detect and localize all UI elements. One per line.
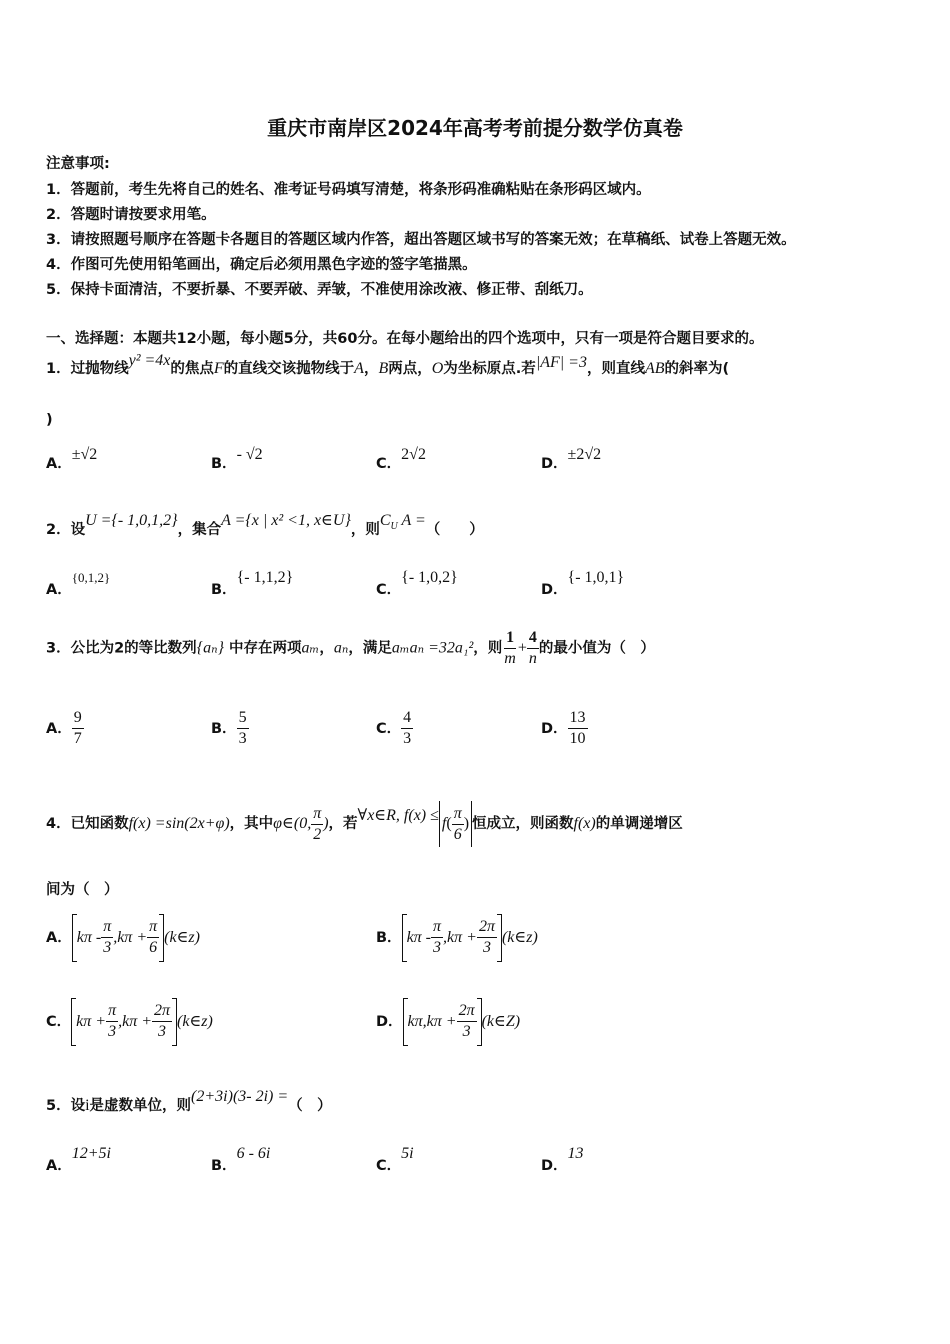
frac-den: 3: [158, 1023, 167, 1040]
interval-start: kπ -: [76, 929, 102, 946]
option-value: 12+5i: [71, 1145, 111, 1162]
notice-item: 5．保持卡面清洁，不要折暴、不要弄破、弄皱，不准使用涂改液、修正带、刮纸刀。: [46, 282, 593, 298]
q2-complement: [379, 512, 426, 533]
q2-option-d: [541, 569, 625, 599]
frac-num: 2π: [477, 917, 497, 938]
frac-num: 1: [504, 628, 516, 649]
q2-complement-c: C: [379, 512, 391, 529]
q5-option-a: [46, 1145, 111, 1175]
frac-den: 6: [149, 939, 158, 956]
option-label: A．: [46, 1158, 72, 1174]
q5-text: （ ）: [288, 1098, 332, 1114]
q3-text: ，满足: [348, 640, 392, 657]
q4-phi-range-close: ): [323, 815, 329, 832]
q2-set-a: A ={x | x² <1, x∈U}: [221, 512, 351, 529]
question-4: 4．已知函数f(x) =sin(2x+φ)，其中φ∈(0, $\frac{\pi}{2}$ )，若∀x∈R, f(x) ≤ f( $\frac{\pi}{6}$ ) 恒成立，则函数f(x)的单调递增区: [46, 796, 683, 852]
option-label: C．: [376, 456, 402, 472]
interval-start: kπ -: [406, 929, 432, 946]
q5-option-c: [376, 1145, 414, 1175]
q2-text: （ ）: [425, 522, 484, 538]
frac-num: π: [147, 917, 159, 938]
option-fraction: [477, 917, 497, 958]
frac-den: m: [504, 650, 516, 667]
option-label: D．: [541, 721, 568, 737]
frac-num: 2π: [457, 1001, 477, 1022]
frac-den: 3: [103, 939, 112, 956]
q3-text: ，: [319, 640, 334, 657]
q2-set-u: U ={- 1,0,1,2}: [85, 512, 178, 529]
option-value: ±2√2: [567, 446, 602, 463]
q4-option-d: [376, 996, 520, 1047]
q1-text: 的斜率为(: [664, 361, 730, 377]
option-fraction: [106, 1001, 118, 1042]
q1-close-paren: ): [46, 412, 53, 428]
option-fraction: [401, 708, 413, 749]
option-value: 2√2: [401, 446, 426, 463]
notice-item: 4．作图可先使用铅笔画出，确定后必须用黑色字迹的签字笔描黑。: [46, 257, 477, 273]
option-fraction: [237, 708, 249, 749]
notice-item: 1．答题前，考生先将自己的姓名、准考证号码填写清楚，将条形码准确粘贴在条形码区域内。: [46, 182, 651, 198]
q1-text: 两点，: [388, 361, 432, 377]
q4-option-c: [46, 996, 213, 1047]
interval-condition: (k∈Z): [481, 1013, 521, 1030]
frac-num: 2π: [152, 1001, 172, 1022]
q1-text: ，: [363, 361, 379, 377]
q1-text: ，则直线: [586, 361, 645, 377]
option-label: C．: [376, 1158, 402, 1174]
q5-text: 是虚数单位，则: [89, 1098, 192, 1114]
question-2: [46, 512, 484, 541]
option-fraction: [568, 708, 588, 749]
option-label: D．: [541, 1158, 568, 1174]
option-label: D．: [376, 1014, 403, 1030]
q4-text: ，若: [328, 816, 358, 832]
frac-num: 13: [568, 708, 588, 729]
frac-num: π: [101, 917, 113, 938]
question-1: [46, 352, 730, 378]
question-3: [46, 628, 655, 669]
q3-option-c: [376, 708, 413, 749]
frac-den: 3: [108, 1023, 117, 1040]
frac-num: π: [431, 917, 443, 938]
q3-text: ，则: [473, 640, 503, 657]
q1-text: 的焦点: [170, 361, 214, 377]
q3-option-b: [211, 708, 249, 749]
q2-option-b: [211, 569, 294, 599]
question-5: [46, 1088, 332, 1115]
q5-text: 5．设: [46, 1098, 86, 1114]
interval-end: ,kπ +: [118, 1013, 153, 1030]
q4-text: ，其中: [229, 816, 274, 832]
q1-line-ab: AB: [644, 360, 665, 377]
interval-condition: (k∈z): [177, 1013, 213, 1030]
interval-condition: (k∈z): [164, 929, 200, 946]
frac-den: 2: [313, 825, 322, 843]
q3-term-an: aₙ: [333, 639, 349, 657]
q5-imaginary-unit: i: [85, 1097, 90, 1114]
frac-den: 10: [569, 730, 586, 747]
q4-text: 恒成立，则函数: [472, 816, 574, 832]
option-label: C．: [376, 582, 402, 598]
option-fraction: [101, 917, 113, 958]
option-label: C．: [46, 1014, 72, 1030]
q1-point-f: F: [213, 360, 224, 377]
q3-text: 3．公比为2的等比数列: [46, 640, 197, 657]
q1-point-a: A: [354, 360, 364, 377]
q4-text: 的单调递增区: [595, 816, 683, 832]
q3-fraction-2: [527, 628, 539, 669]
notice-item: 2．答题时请按要求用笔。: [46, 207, 216, 223]
notice-heading: 注意事项:: [46, 156, 110, 172]
frac-num: 5: [237, 708, 249, 729]
interval-end: ,kπ +: [113, 929, 148, 946]
option-value: - √2: [236, 446, 263, 463]
q1-equation: y² =4x: [128, 352, 171, 369]
q1-point-b: B: [378, 360, 389, 377]
option-value: {- 1,1,2}: [236, 569, 294, 586]
q3-plus: +: [517, 639, 527, 657]
q2-text: ，则: [350, 522, 380, 538]
q2-option-c: [376, 569, 458, 599]
q1-option-c: [376, 446, 426, 473]
q1-condition: |AF| =3: [535, 354, 587, 371]
q4-phi-range: φ∈(0,: [273, 815, 312, 832]
q3-fraction-1: [502, 628, 518, 669]
option-label: B．: [376, 930, 402, 946]
frac-den: 7: [73, 730, 82, 747]
q3-sequence: {aₙ}: [196, 639, 224, 657]
q3-text: 的最小值为（ ）: [538, 640, 655, 657]
frac-den: n: [528, 650, 537, 667]
option-fraction: [457, 1001, 477, 1042]
q1-text: 的直线交该抛物线于: [223, 361, 355, 377]
q3-option-a: [46, 708, 84, 749]
frac-num: 9: [72, 708, 84, 729]
q4-f: f: [441, 815, 447, 832]
frac-num: π: [311, 804, 323, 825]
option-label: C．: [376, 721, 402, 737]
q4-option-a: [46, 912, 200, 963]
q4-function-ref: f(x): [573, 815, 596, 832]
q2-option-a: [46, 570, 111, 599]
q3-condition: aₘaₙ =32a₁²: [391, 639, 474, 657]
frac-num: 4: [401, 708, 413, 729]
option-fraction: [152, 1001, 172, 1042]
option-label: A．: [46, 721, 72, 737]
option-value: 5i: [401, 1145, 414, 1162]
option-value: 6 - 6i: [236, 1145, 271, 1162]
option-value: ±√2: [71, 446, 98, 463]
frac-den: 3: [462, 1023, 471, 1040]
option-value: {- 1,0,1}: [567, 569, 625, 586]
option-label: D．: [541, 582, 568, 598]
frac-num: π: [452, 804, 464, 825]
q1-text: 1．过抛物线: [46, 361, 129, 377]
q4-forall: ∀x∈R, f(x) ≤: [357, 807, 439, 824]
q2-text: 2．设: [46, 522, 86, 538]
frac-den: 3: [482, 939, 491, 956]
q4-pi-over-6: [452, 804, 464, 845]
frac-den: 3: [433, 939, 442, 956]
option-label: A．: [46, 456, 72, 472]
interval-start: kπ +: [76, 1013, 107, 1030]
option-label: B．: [211, 721, 237, 737]
q4-function: f(x) =sin(2x+φ): [128, 815, 230, 832]
q2-text: ，集合: [177, 522, 222, 538]
option-fraction: [72, 708, 84, 749]
option-value: {- 1,0,2}: [401, 569, 458, 586]
option-value: 13: [567, 1145, 584, 1162]
option-label: B．: [211, 582, 237, 598]
q5-expression: (2+3i)(3- 2i) =: [191, 1088, 289, 1105]
q2-complement-a: A =: [401, 512, 426, 529]
notice-item: 3．请按照题号顺序在答题卡各题目的答题区域内作答，超出答题区域书写的答案无效；在草稿纸、试卷上答题无效。: [46, 232, 796, 248]
frac-den: 3: [403, 730, 412, 747]
q4-pi-over-2: [311, 804, 323, 845]
interval-start: kπ,kπ +: [407, 1013, 457, 1030]
q1-option-d: [541, 446, 602, 473]
interval-condition: (k∈z): [501, 929, 538, 946]
q2-complement-sub: U: [390, 521, 398, 533]
frac-den: 3: [238, 730, 247, 747]
q1-option-a: [46, 446, 98, 473]
q5-option-d: [541, 1145, 584, 1175]
q3-text: 中存在两项: [229, 640, 302, 657]
frac-num: π: [106, 1001, 118, 1022]
option-label: D．: [541, 456, 568, 472]
q1-text: 为坐标原点.若: [443, 361, 536, 377]
option-label: A．: [46, 930, 72, 946]
q5-option-b: [211, 1145, 271, 1175]
option-label: B．: [211, 1158, 237, 1174]
q1-point-o: O: [431, 360, 444, 377]
option-label: B．: [211, 456, 237, 472]
frac-num: 4: [527, 628, 539, 649]
q4-text: 4．已知函数: [46, 816, 129, 832]
q4-option-b: [376, 912, 538, 963]
interval-end: ,kπ +: [443, 929, 477, 946]
frac-den: 6: [453, 825, 462, 843]
option-fraction: [431, 917, 443, 958]
q3-term-am: aₘ: [301, 639, 320, 657]
option-label: A．: [46, 582, 72, 598]
section-heading: 一、选择题：本题共12小题，每小题5分，共60分。在每小题给出的四个选项中，只有一项是符合题目要求的。: [46, 331, 764, 347]
q1-option-b: [211, 446, 263, 473]
page-title: 重庆市南岸区2024年高考考前提分数学仿真卷: [267, 116, 683, 140]
option-value: {0,1,2}: [71, 570, 111, 585]
q3-option-d: [541, 708, 588, 749]
q4-line-2: 间为（ ）: [46, 882, 119, 898]
option-fraction: [147, 917, 159, 958]
